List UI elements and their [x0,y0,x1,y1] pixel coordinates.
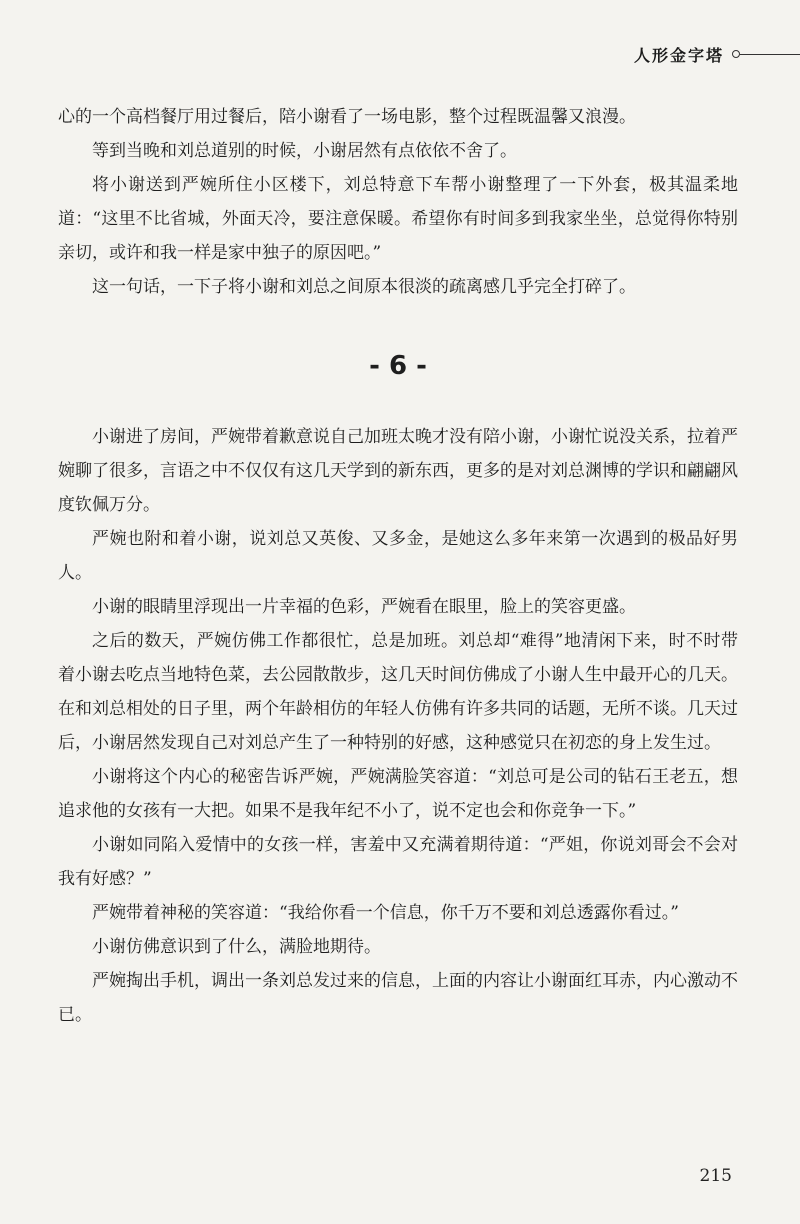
page-number: 215 [699,1166,732,1186]
paragraph: 心的一个高档餐厅用过餐后，陪小谢看了一场电影，整个过程既温馨又浪漫。 [58,107,636,127]
paragraph: 小谢将这个内心的秘密告诉严婉，严婉满脸笑容道：“刘总可是公司的钻石王老五，想追求他的女孩有一大把。如果不是我年纪不小了，说不定也会和你竞争一下。” [58,767,738,821]
chapter-heading: - 6 - [369,351,427,381]
paragraph: 小谢仿佛意识到了什么，满脸地期待。 [92,937,381,957]
paragraph: 这一句话，一下子将小谢和刘总之间原本很淡的疏离感几乎完全打碎了。 [92,277,636,297]
paragraph: 小谢如同陷入爱情中的女孩一样，害羞中又充满着期待道：“严姐，你说刘哥会不会对我有好感？” [58,835,738,889]
paragraph: 小谢进了房间，严婉带着歉意说自己加班太晚才没有陪小谢，小谢忙说没关系，拉着严婉聊了很多，言语之中不仅仅有这几天学到的新东西，更多的是对刘总渊博的学识和翩翩风度钦佩万分。 [58,427,738,515]
paragraph: 小谢的眼睛里浮现出一片幸福的色彩，严婉看在眼里，脸上的笑容更盛。 [92,597,636,617]
ornament-rule [740,54,800,55]
page-body [58,100,738,1032]
ornament-circle-icon [732,50,740,58]
paragraph: 严婉掏出手机，调出一条刘总发过来的信息，上面的内容让小谢面红耳赤，内心激动不已。 [58,971,738,1025]
paragraph: 严婉带着神秘的笑容道：“我给你看一个信息，你千万不要和刘总透露你看过。” [92,903,679,923]
book-title: 人形金字塔 [633,45,724,65]
header-ornament [732,50,800,58]
paragraph: 严婉也附和着小谢，说刘总又英俊、又多金，是她这么多年来第一次遇到的极品好男人。 [58,529,738,583]
running-header [634,40,800,68]
paragraph: 等到当晚和刘总道别的时候，小谢居然有点依依不舍了。 [92,141,517,161]
paragraph: 将小谢送到严婉所住小区楼下，刘总特意下车帮小谢整理了一下外套，极其温柔地道：“这里不比省城，外面天冷，要注意保暖。希望你有时间多到我家坐坐，总觉得你特别亲切，或许和我一样是家中独子的原因吧。” [58,175,738,263]
paragraph: 之后的数天，严婉仿佛工作都很忙，总是加班。刘总却“难得”地清闲下来，时不时带着小谢去吃点当地特色菜，去公园散散步，这几天时间仿佛成了小谢人生中最开心的几天。在和刘总相处的日子里，两个年龄相仿的年轻人仿佛有许多共同的话题，无所不谈。几天过后，小谢居然发现自己对刘总产生了一种特别的好感，这种感觉只在初恋的身上发生过。 [58,631,738,753]
